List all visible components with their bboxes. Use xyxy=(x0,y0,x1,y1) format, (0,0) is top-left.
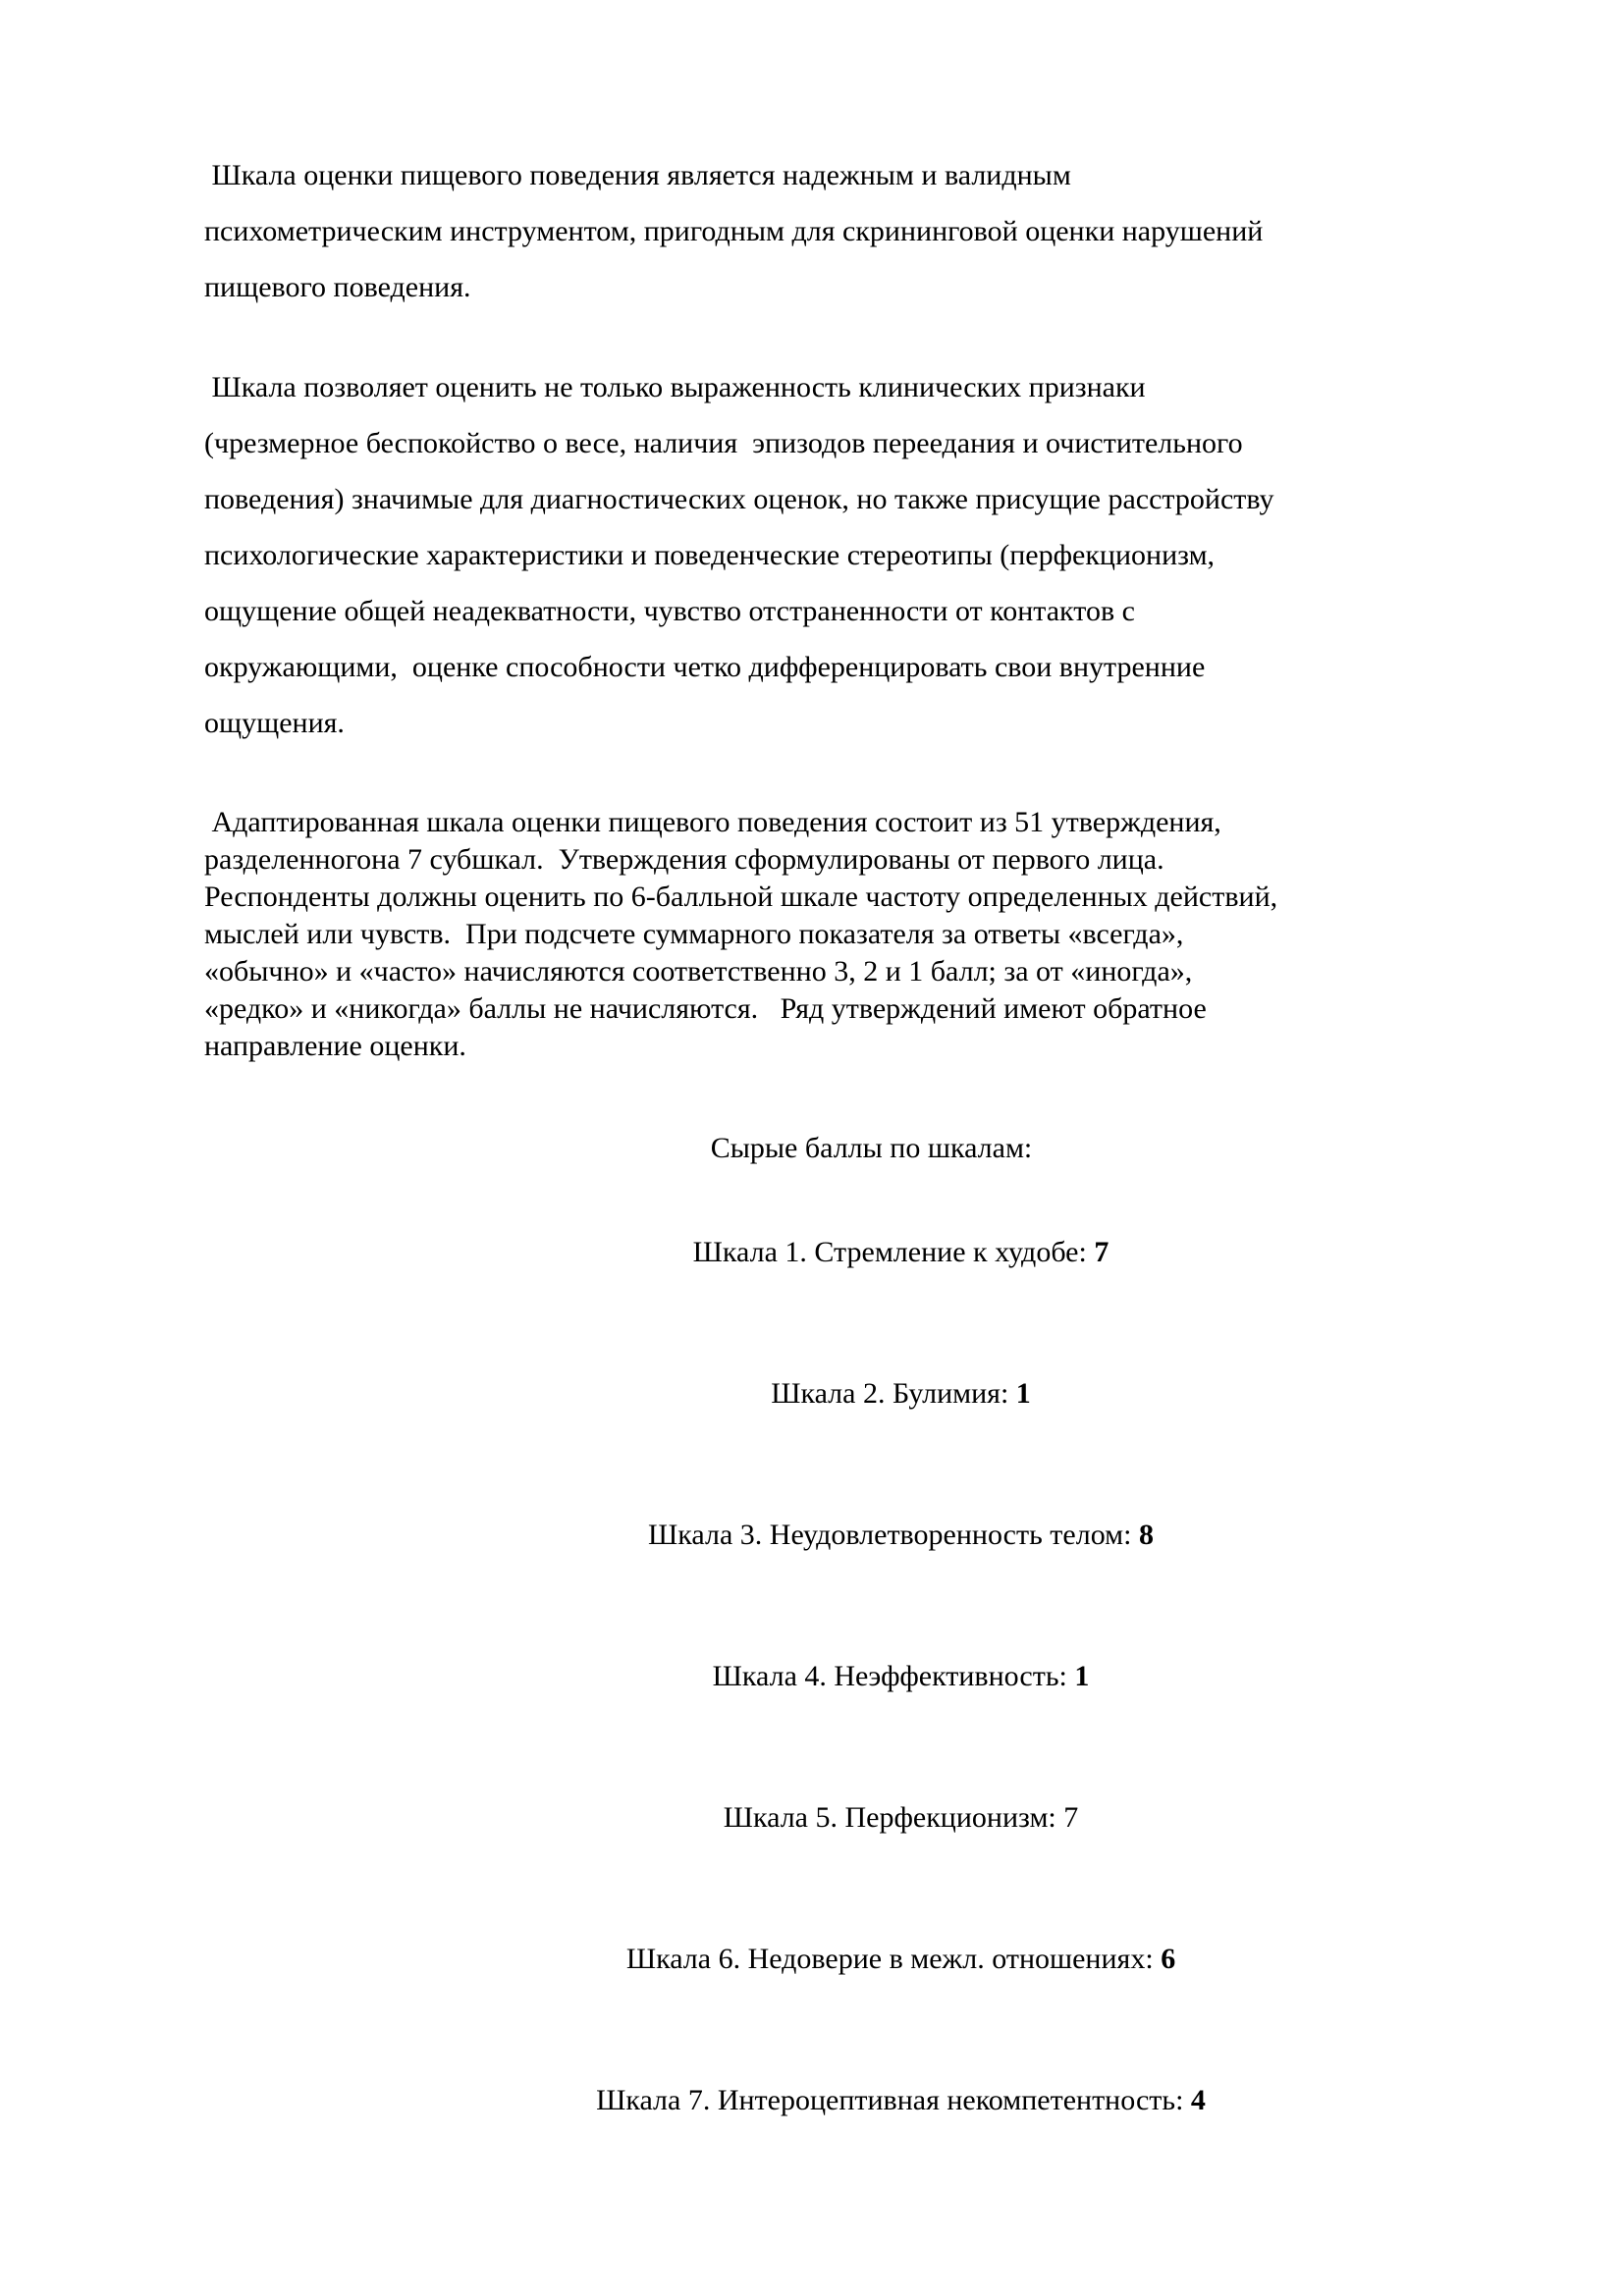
score-item-scale-5 xyxy=(201,1762,1542,1874)
score-value: 1 xyxy=(1015,1377,1031,1410)
score-label: Шкала 7. Интероцептивная некомпетентность: xyxy=(596,2084,1191,2116)
text-line: Респонденты должны оценить по 6-балльной шкале частоту определенных действий, xyxy=(204,881,1278,913)
score-label: Шкала 2. Булимия: xyxy=(771,1377,1016,1410)
text-line: (чрезмерное беспокойство о весе, наличия эпизодов переедания и очистительного xyxy=(204,427,1243,459)
text-line: «редко» и «никогда» баллы не начисляются. Ряд утверждений имеют обратное xyxy=(204,992,1207,1025)
text-line: Шкала оценки пищевого поведения является надежным и валидным xyxy=(204,159,1071,191)
score-value: 4 xyxy=(1190,2084,1206,2116)
text-line: мыслей или чувств. При подсчете суммарного показателя за ответы «всегда», xyxy=(204,918,1184,950)
text-line: направление оценки. xyxy=(204,1030,466,1062)
paragraph-scale-scope xyxy=(204,359,1623,751)
score-value: 6 xyxy=(1161,1943,1176,1975)
text-line: поведения) значимые для диагностических оценок, но также присущие расстройству xyxy=(204,483,1274,515)
text-line: Шкала позволяет оценить не только выраженность клинических признаки xyxy=(204,371,1146,403)
text-line: «обычно» и «часто» начисляются соответственно 3, 2 и 1 балл; за от «иногда», xyxy=(204,955,1193,988)
text-line: окружающими, оценке способности четко дифференцировать свои внутренние xyxy=(204,651,1206,683)
score-label: Шкала 1. Стремление к худобе: xyxy=(692,1236,1095,1268)
score-item-scale-2 xyxy=(201,1338,1542,1450)
score-label: Шкала 5. Перфекционизм: xyxy=(723,1801,1064,1834)
score-item-scale-6 xyxy=(201,1903,1542,2015)
paragraph-scoring-rules xyxy=(204,804,1623,1065)
text-line: разделенногона 7 субшкал. Утверждения сформулированы от первого лица. xyxy=(204,843,1164,876)
score-label: Шкала 4. Неэффективность: xyxy=(712,1660,1075,1692)
score-value: 8 xyxy=(1138,1519,1154,1551)
score-item-scale-7 xyxy=(201,2045,1542,2157)
score-label: Шкала 6. Недоверие в межл. отношениях: xyxy=(625,1943,1162,1975)
raw-scores-section xyxy=(201,1130,1542,2157)
score-item-scale-3 xyxy=(201,1479,1542,1591)
score-item-scale-4 xyxy=(201,1621,1542,1733)
text-line: Адаптированная шкала оценки пищевого поведения состоит из 51 утверждения, xyxy=(204,806,1221,838)
paragraph-scale-validity xyxy=(204,147,1623,315)
score-label: Шкала 3. Неудовлетворенность телом: xyxy=(648,1519,1139,1551)
score-item-scale-1 xyxy=(201,1197,1542,1308)
score-value: 7 xyxy=(1063,1801,1079,1834)
text-line: психометрическим инструментом, пригодным для скрининговой оценки нарушений xyxy=(204,215,1264,247)
text-line: ощущения. xyxy=(204,707,345,739)
score-value: 7 xyxy=(1094,1236,1109,1268)
text-line: ощущение общей неадекватности, чувство отстраненности от контактов с xyxy=(204,595,1135,627)
raw-scores-heading: Сырые баллы по шкалам: xyxy=(710,1132,1033,1164)
text-line: психологические характеристики и поведенческие стереотипы (перфекционизм, xyxy=(204,539,1216,571)
text-line: пищевого поведения. xyxy=(204,271,471,303)
score-value: 1 xyxy=(1074,1660,1090,1692)
